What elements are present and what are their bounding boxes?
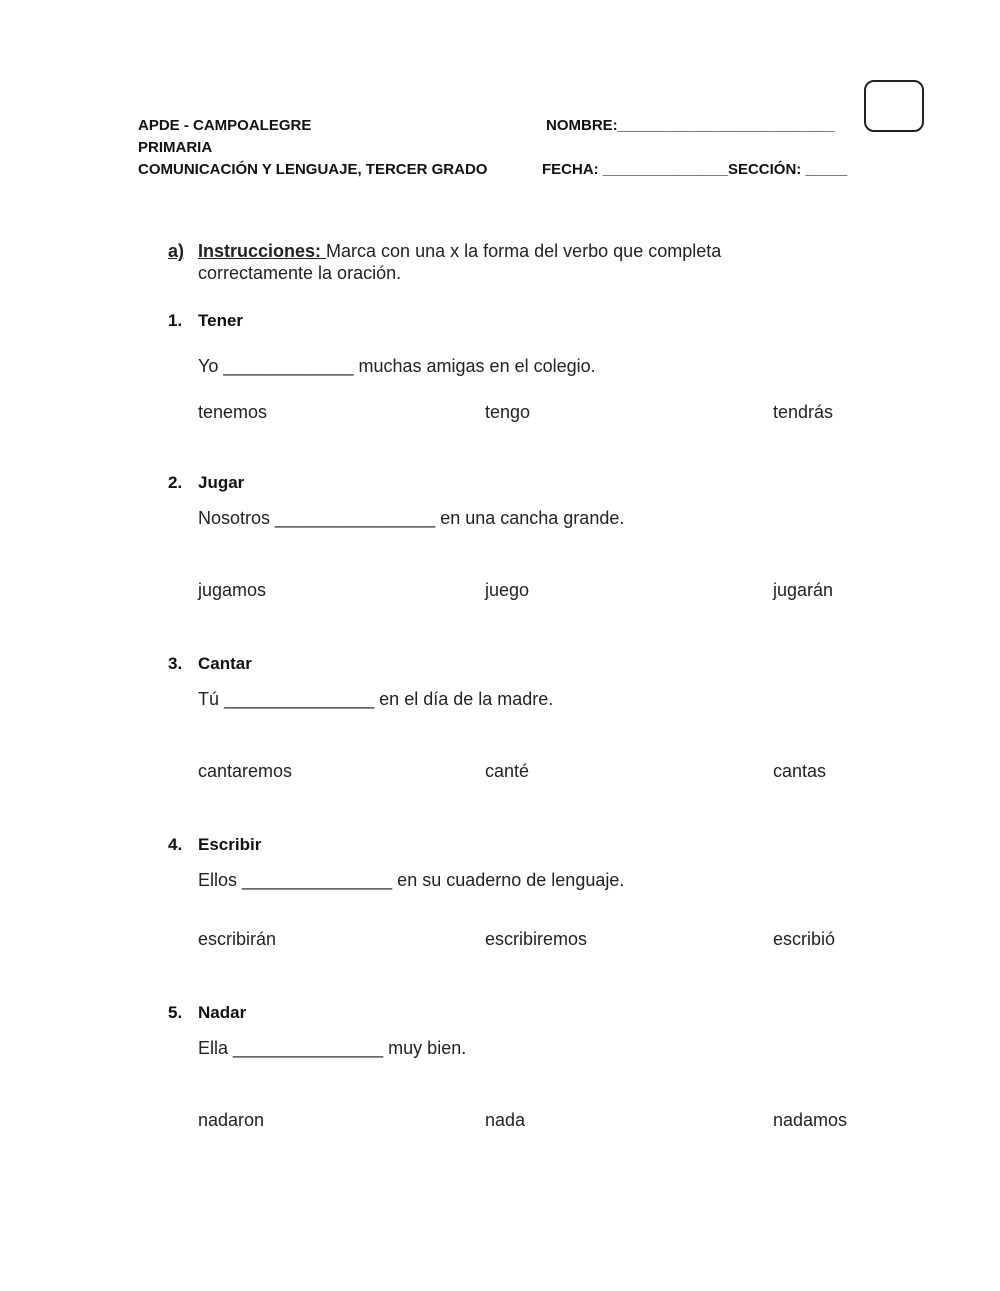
question-5-option-1[interactable]: nadaron [198, 1110, 265, 1130]
school-name: APDE - CAMPOALEGRE [138, 117, 312, 134]
question-verb: Nadar [198, 1003, 247, 1022]
date-section-field[interactable]: FECHA: _______________SECCIÓN: _____ [542, 161, 848, 178]
question-5-sentence: Ella _______________ muy bien. [198, 1038, 467, 1058]
question-number: 2. [168, 473, 183, 492]
question-5-option-2[interactable]: nada [485, 1110, 526, 1130]
question-1-option-2[interactable]: tengo [485, 402, 531, 422]
school-level: PRIMARIA [138, 139, 213, 156]
question-2-sentence: Nosotros ________________ en una cancha grande. [198, 508, 625, 528]
question-3-sentence: Tú _______________ en el día de la madre. [198, 689, 554, 709]
question-2-option-1[interactable]: jugamos [198, 580, 267, 600]
question-4-option-1[interactable]: escribirán [198, 929, 277, 949]
question-3-option-2[interactable]: canté [485, 761, 530, 781]
instructions-lead: Instrucciones: [198, 241, 327, 261]
question-number: 4. [168, 835, 183, 854]
question-2-option-2[interactable]: juego [485, 580, 530, 600]
question-4-option-2[interactable]: escribiremos [485, 929, 588, 949]
question-3-option-3[interactable]: cantas [773, 761, 827, 781]
question-verb: Escribir [198, 835, 262, 854]
question-1-option-1[interactable]: tenemos [198, 402, 268, 422]
question-5-title [168, 1003, 246, 1023]
question-2-title [168, 473, 244, 493]
course-title: COMUNICACIÓN Y LENGUAJE, TERCER GRADO [138, 161, 488, 178]
question-4-sentence: Ellos _______________ en su cuaderno de lenguaje. [198, 870, 625, 890]
name-field[interactable]: NOMBRE:__________________________ [546, 117, 835, 134]
instructions-letter: a) [168, 241, 185, 261]
question-4-option-3[interactable]: escribió [773, 929, 836, 949]
question-3-title [168, 654, 252, 674]
question-verb: Cantar [198, 654, 252, 673]
grade-box[interactable] [864, 80, 924, 132]
question-3-option-1[interactable]: cantaremos [198, 761, 293, 781]
question-2-option-3[interactable]: jugarán [773, 580, 834, 600]
question-1-title [168, 311, 243, 331]
question-verb: Tener [198, 311, 244, 330]
question-number: 3. [168, 654, 183, 673]
question-1-sentence: Yo _____________ muchas amigas en el colegio. [198, 356, 596, 376]
instructions-text: Marca con una x la forma del verbo que completa correctamente la oración. [198, 241, 722, 283]
question-verb: Jugar [198, 473, 245, 492]
question-1-option-3[interactable]: tendrás [773, 402, 834, 422]
question-4-title [168, 835, 261, 855]
question-5-option-3[interactable]: nadamos [773, 1110, 848, 1130]
question-number: 1. [168, 311, 183, 330]
question-number: 5. [168, 1003, 183, 1022]
